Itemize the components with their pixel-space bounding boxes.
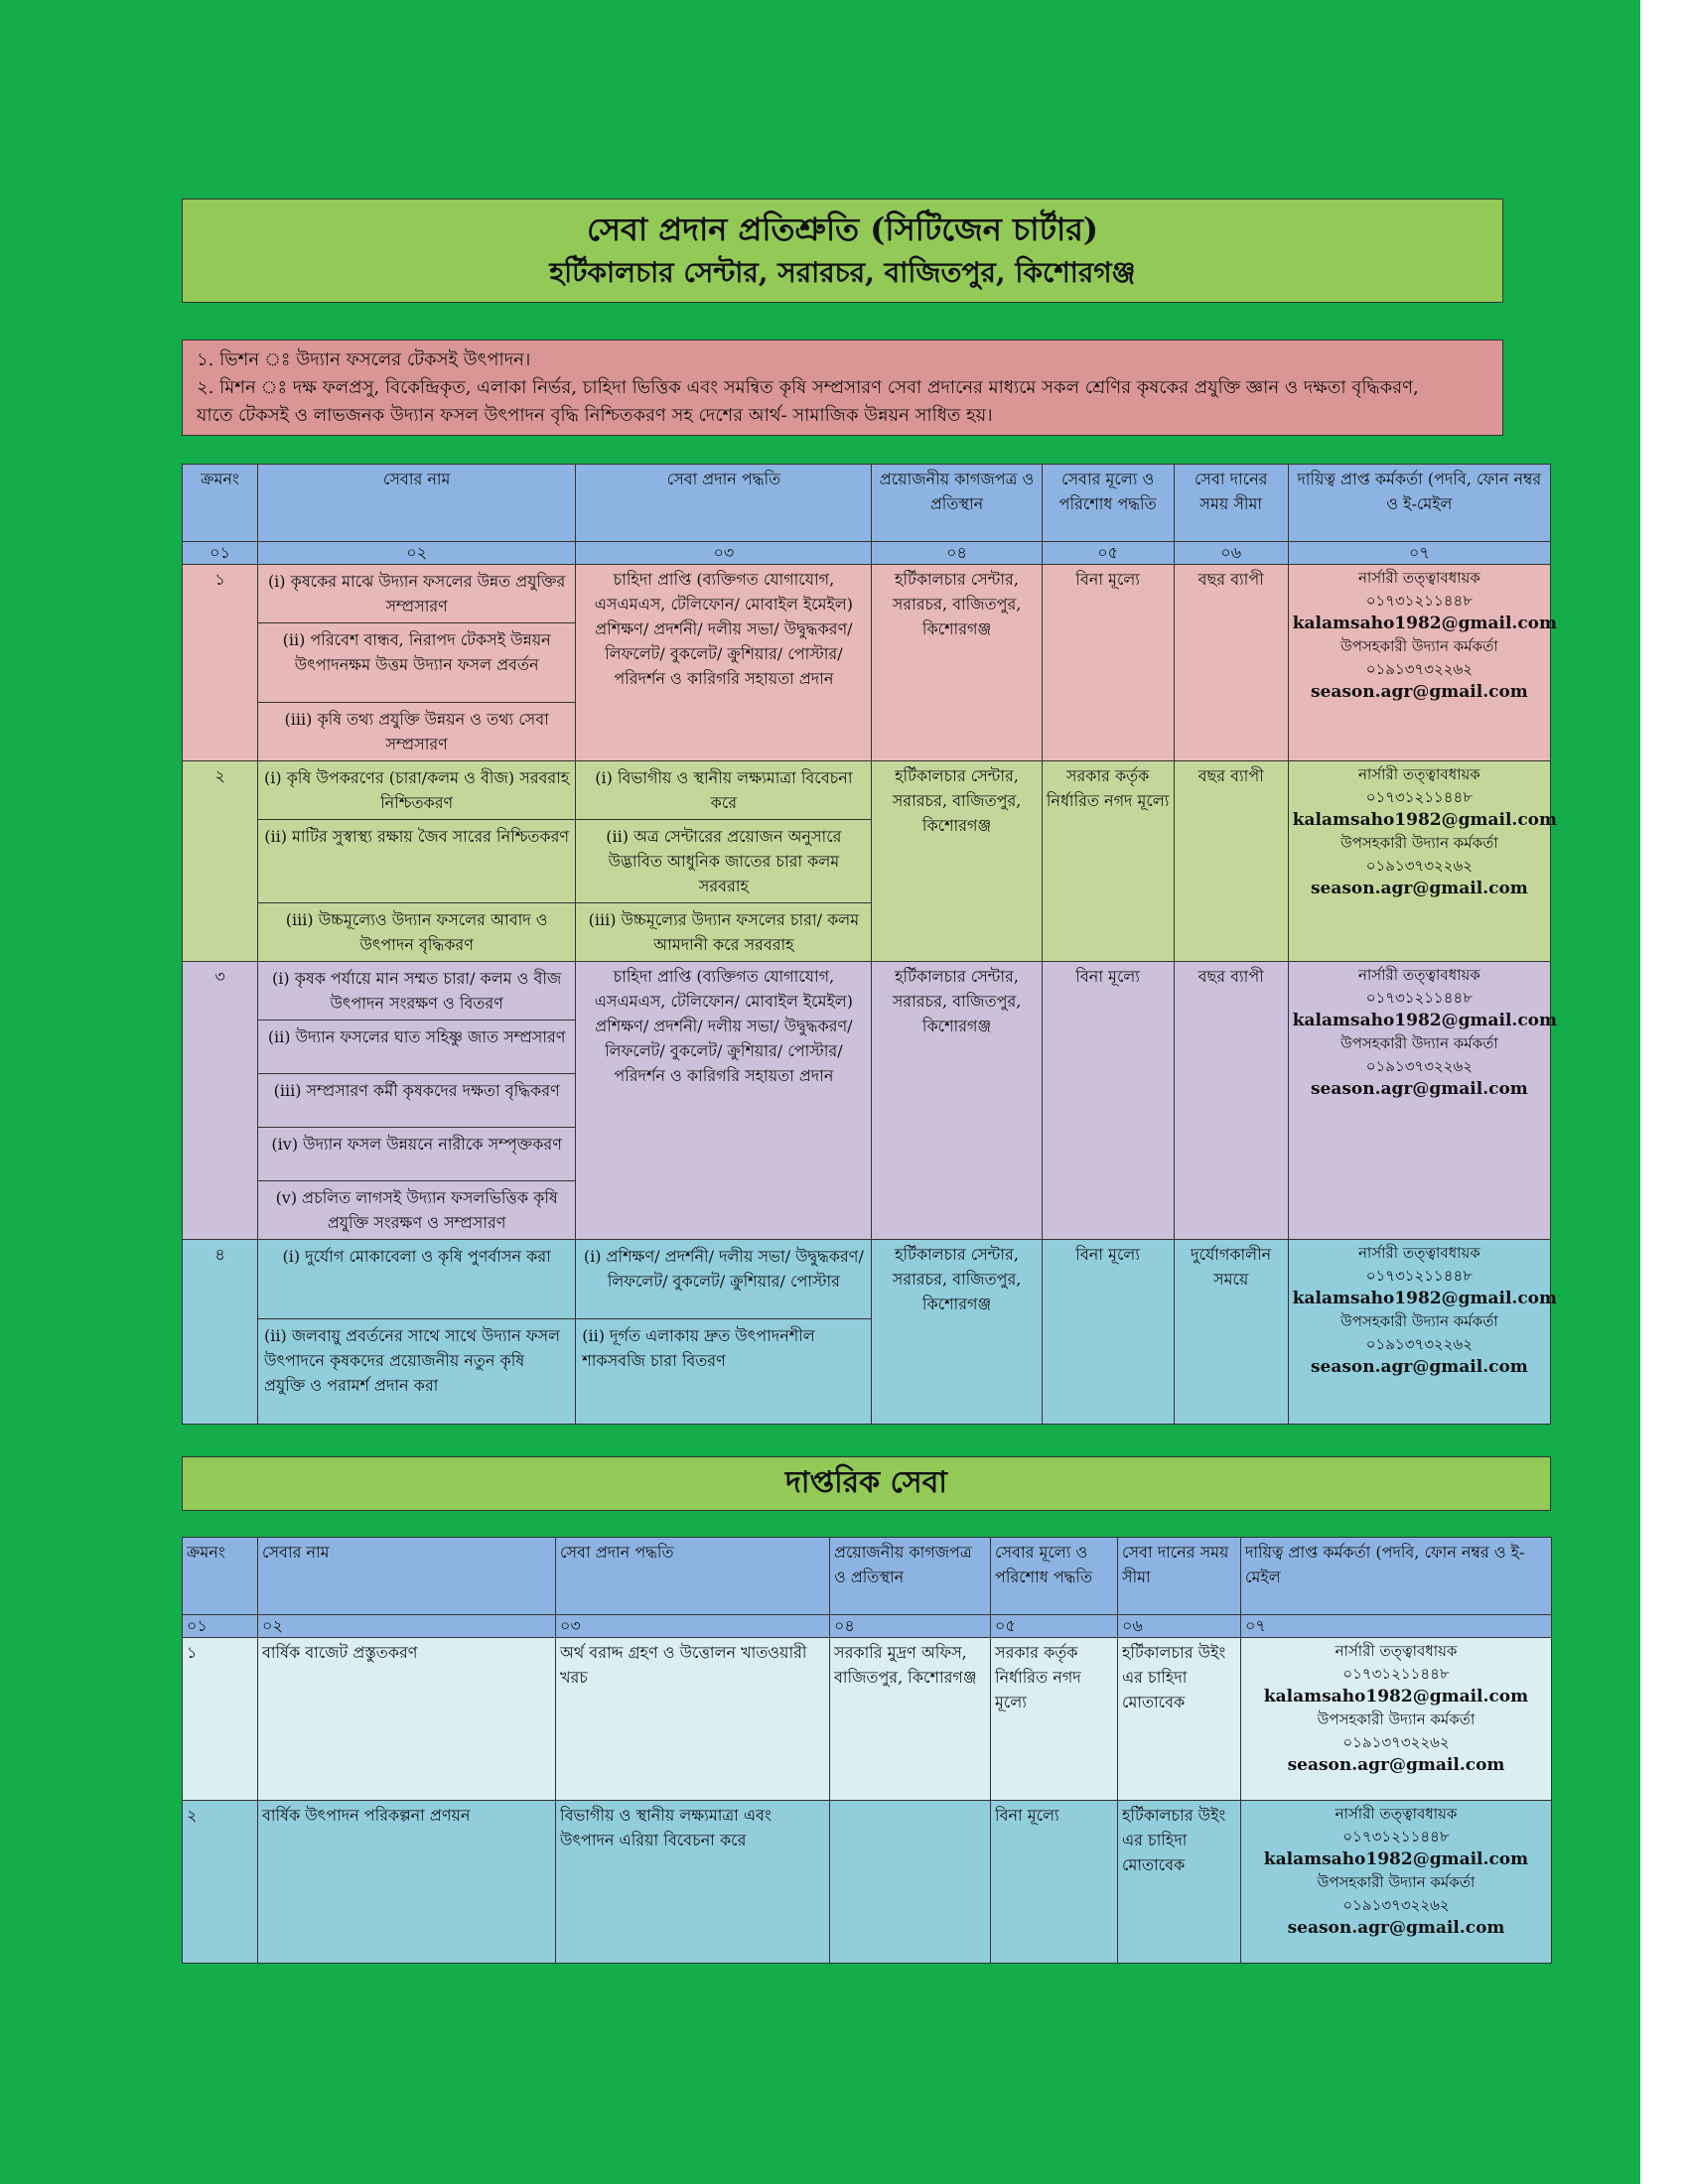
service-name: (ii) পরিবেশ বান্ধব, নিরাপদ টেকসই উন্নয়ন উৎপাদনক্ষম উত্তম উদ্যান ফসল প্রবর্তন [258, 623, 576, 703]
col-number: ০১ [183, 542, 258, 565]
col-number: ০১ [183, 1615, 258, 1638]
service-fee: বিনা মূল্যে [1042, 962, 1174, 1240]
office-service-method: বিভাগীয় ও স্থানীয় লক্ষ্যমাত্রা এবং উৎপাদন এরিয়া বিবেচনা করে [556, 1801, 830, 1964]
officer-title: নার্সারী তত্ত্বাবধায়ক [1335, 1805, 1458, 1823]
table-number-row [183, 542, 1551, 565]
office-service-docs: সরকারি মুদ্রণ অফিস, বাজিতপুর, কিশোরগঞ্জ [830, 1638, 991, 1801]
office-service-table [182, 1537, 1552, 1964]
officer-email: season.agr@gmail.com [1287, 1755, 1505, 1775]
service-name: (iii) কৃষি তথ্য প্রযুক্তি উন্নয়ন ও তথ্য সেবা সম্প্রসারণ [258, 703, 576, 761]
service-time: দুর্যোগকালীন সময়ে [1174, 1240, 1288, 1425]
service-method: (ii) অত্র সেন্টারের প্রয়োজন অনুসারে উদ্ভাবিত আধুনিক জাতের চারা কলম সরবরাহ [576, 820, 872, 903]
officer-phone: ০১৯১৩৭৩২২৬২ [1342, 1733, 1450, 1751]
officer-phone: ০১৭৩১২১১৪৪৮ [1365, 989, 1473, 1007]
table-header-row [183, 1538, 1552, 1615]
service-method: (iii) উচ্চমূল্যের উদ্যান ফসলের চারা/ কলম আমদানী করে সরবরাহ [576, 903, 872, 962]
officer-phone: ০১৯১৩৭৩২২৬২ [1365, 660, 1473, 678]
row-number: ২ [183, 761, 258, 962]
col-number: ০৭ [1288, 542, 1550, 565]
service-method: (i) প্রশিক্ষণ/ প্রদর্শনী/ দলীয় সভা/ উদ্বুদ্ধকরণ/ লিফলেট/ বুকলেট/ ক্রুশিয়ার/ পোস্টার [576, 1240, 872, 1319]
officer-contact [1241, 1801, 1552, 1964]
service-docs: হর্টিকালচার সেন্টার, সরারচর, বাজিতপুর, কিশোরগঞ্জ [872, 1240, 1042, 1425]
office-service-method: অর্থ বরাদ্দ গ্রহণ ও উত্তোলন খাতওয়ারী খরচ [556, 1638, 830, 1801]
vision-mission-box [182, 340, 1503, 436]
office-service-name: বার্ষিক উৎপাদন পরিকল্পনা প্রণয়ন [258, 1801, 556, 1964]
officer-email: kalamsaho1982@gmail.com [1292, 614, 1558, 633]
service-fee: বিনা মূল্যে [1042, 565, 1174, 761]
officer-contact [1241, 1638, 1552, 1801]
service-time: বছর ব্যাপী [1174, 565, 1288, 761]
service-docs: হর্টিকালচার সেন্টার, সরারচর, বাজিতপুর, কিশোরগঞ্জ [872, 962, 1042, 1240]
officer-contact [1288, 565, 1558, 761]
service-name: (i) কৃষি উপকরণের (চারা/কলম ও বীজ) সরবরাহ নিশ্চিতকরণ [258, 761, 576, 820]
table-row [183, 761, 1551, 820]
col-number: ০৫ [991, 1615, 1118, 1638]
col-number: ০২ [258, 1615, 556, 1638]
service-docs: হর্টিকালচার সেন্টার, সরারচর, বাজিতপুর, কিশোরগঞ্জ [872, 761, 1042, 962]
officer-title: উপসহকারী উদ্যান কর্মকর্তা [1340, 637, 1498, 655]
mission-line-cont: যাতে টেকসই ও লাভজনক উদ্যান ফসল উৎপাদন বৃদ্ধি নিশ্চিতকরণ সহ দেশের আর্থ- সামাজিক উন্নয়ন সাধিত হয়। [197, 405, 993, 426]
service-name: (v) প্রচলিত লাগসই উদ্যান ফসলভিত্তিক কৃষি প্রযুক্তি সংরক্ষণ ও সম্প্রসারণ [258, 1181, 576, 1240]
officer-title: উপসহকারী উদ্যান কর্মকর্তা [1340, 834, 1498, 852]
service-method: চাহিদা প্রাপ্তি (ব্যক্তিগত যোগাযোগ, এসএমএস, টেলিফোন/ মোবাইল ইমেইল) প্রশিক্ষণ/ প্রদর্শনী/ দলীয় সভা/ উদ্বুদ্ধকরণ/ লিফলেট/ বুকলেট/ ক্রুশিয়ার/ পোস্টার/ পরিদর্শন ও কারিগরি সহায়তা প্রদান [576, 962, 872, 1240]
officer-phone: ০১৭৩১২১১৪৪৮ [1342, 1665, 1450, 1683]
office-service-fee: বিনা মূল্যে [991, 1801, 1118, 1964]
col-header: প্রয়োজনীয় কাগজপত্র ও প্রতিস্থান [872, 465, 1042, 542]
officer-phone: ০১৭৩১২১১৪৪৮ [1342, 1828, 1450, 1845]
officer-email: kalamsaho1982@gmail.com [1263, 1849, 1529, 1869]
officer-email: kalamsaho1982@gmail.com [1292, 810, 1558, 830]
col-number: ০৬ [1118, 1615, 1241, 1638]
col-header: সেবা প্রদান পদ্ধতি [556, 1538, 830, 1615]
service-name: (i) কৃষকের মাঝে উদ্যান ফসলের উন্নত প্রযুক্তির সম্প্রসারণ [258, 565, 576, 623]
office-section-title: দাপ্তরিক সেবা [182, 1456, 1551, 1511]
vision-line: ১. ভিশন ঃ উদ্যান ফসলের টেকসই উৎপাদন। [197, 349, 531, 370]
service-name: (iii) সম্প্রসারণ কর্মী কৃষকদের দক্ষতা বৃদ্ধিকরণ [258, 1074, 576, 1128]
row-number: ৩ [183, 962, 258, 1240]
officer-phone: ০১৯১৩৭৩২২৬২ [1365, 1335, 1473, 1353]
service-fee: সরকার কর্তৃক নির্ধারিত নগদ মূল্যে [1042, 761, 1174, 962]
col-number: ০৫ [1042, 542, 1174, 565]
col-number: ০৭ [1241, 1615, 1552, 1638]
officer-title: নার্সারী তত্ত্বাবধায়ক [1335, 1642, 1458, 1660]
service-method: চাহিদা প্রাপ্তি (ব্যক্তিগত যোগাযোগ, এসএমএস, টেলিফোন/ মোবাইল ইমেইল) প্রশিক্ষণ/ প্রদর্শনী/ দলীয় সভা/ উদ্বুদ্ধকরণ/ লিফলেট/ বুকলেট/ ক্রুশিয়ার/ পোস্টার/ পরিদর্শন ও কারিগরি সহায়তা প্রদান [576, 565, 872, 761]
officer-title: নার্সারী তত্ত্বাবধায়ক [1357, 966, 1480, 984]
col-header: ক্রমনং [183, 1538, 258, 1615]
service-name: (iii) উচ্চমূল্যেও উদ্যান ফসলের আবাদ ও উৎপাদন বৃদ্ধিকরণ [258, 903, 576, 962]
title-banner [182, 199, 1503, 303]
col-number: ০৬ [1174, 542, 1288, 565]
officer-phone: ০১৯১৩৭৩২২৬২ [1365, 1057, 1473, 1075]
col-number: ০২ [258, 542, 576, 565]
officer-title: উপসহকারী উদ্যান কর্মকর্তা [1340, 1034, 1498, 1052]
col-header: দায়িত্ব প্রাপ্ত কর্মকর্তা (পদবি, ফোন নম্বর ও ই-মেইল [1241, 1538, 1552, 1615]
service-method: (ii) দূর্গত এলাকায় দ্রুত উৎপাদনশীল শাকসবজি চারা বিতরণ [576, 1319, 872, 1425]
officer-email: kalamsaho1982@gmail.com [1292, 1289, 1558, 1308]
officer-title: উপসহকারী উদ্যান কর্মকর্তা [1317, 1873, 1476, 1891]
officer-email: season.agr@gmail.com [1287, 1918, 1505, 1938]
office-service-time: হর্টিকালচার উইং এর চাহিদা মোতাবেক [1118, 1801, 1241, 1964]
mission-line: ২. মিশন ঃ দক্ষ ফলপ্রসু, বিকেন্দ্রিকৃত, এলাকা নির্ভর, চাহিদা ভিত্তিক এবং সমন্বিত কৃষি সম্প্রসারণ সেবা প্রদানের মাধ্যমে সকল শ্রেণির কৃষকের প্রযুক্তি জ্ঞান ও দক্ষতা বৃদ্ধিকরণ, [197, 377, 1419, 398]
table-row [183, 565, 1551, 623]
officer-phone: ০১৭৩১২১১৪৪৮ [1365, 592, 1473, 610]
row-number: ১ [183, 565, 258, 761]
col-number: ০৩ [576, 542, 872, 565]
officer-contact [1288, 962, 1558, 1240]
table-header-row [183, 465, 1551, 542]
officer-title: নার্সারী তত্ত্বাবধায়ক [1357, 569, 1480, 587]
officer-title: উপসহকারী উদ্যান কর্মকর্তা [1317, 1710, 1476, 1728]
officer-contact [1288, 1240, 1558, 1425]
service-name: (ii) মাটির সুস্বাস্থ্য রক্ষায় জৈব সারের নিশ্চিতকরণ [258, 820, 576, 903]
service-time: বছর ব্যাপী [1174, 761, 1288, 962]
officer-title: নার্সারী তত্ত্বাবধায়ক [1357, 1244, 1480, 1262]
table-row [183, 1801, 1552, 1964]
service-table [182, 464, 1558, 1425]
col-header: সেবা দানের সময় সীমা [1118, 1538, 1241, 1615]
office-service-docs [830, 1801, 991, 1964]
row-number: ১ [183, 1638, 258, 1801]
col-header: সেবার নাম [258, 1538, 556, 1615]
officer-contact [1288, 761, 1558, 962]
officer-email: season.agr@gmail.com [1310, 682, 1528, 702]
service-docs: হর্টিকালচার সেন্টার, সরারচর, বাজিতপুর, কিশোরগঞ্জ [872, 565, 1042, 761]
row-number: ৪ [183, 1240, 258, 1425]
col-number: ০৪ [872, 542, 1042, 565]
service-name: (iv) উদ্যান ফসল উন্নয়নে নারীকে সম্পৃক্তকরণ [258, 1128, 576, 1181]
officer-phone: ০১৯১৩৭৩২২৬২ [1342, 1896, 1450, 1914]
col-header: সেবার মূল্যে ও পরিশোধ পদ্ধতি [1042, 465, 1174, 542]
col-number: ০৪ [830, 1615, 991, 1638]
col-header: সেবার মূল্যে ও পরিশোধ পদ্ধতি [991, 1538, 1118, 1615]
col-header: ক্রমনং [183, 465, 258, 542]
service-fee: বিনা মূল্যে [1042, 1240, 1174, 1425]
table-number-row [183, 1615, 1552, 1638]
row-number: ২ [183, 1801, 258, 1964]
officer-phone: ০১৯১৩৭৩২২৬২ [1365, 857, 1473, 875]
page-subtitle: হর্টিকালচার সেন্টার, সরারচর, বাজিতপুর, কিশোরগঞ্জ [549, 256, 1136, 289]
officer-phone: ০১৭৩১২১১৪৪৮ [1365, 788, 1473, 806]
officer-email: season.agr@gmail.com [1310, 879, 1528, 898]
service-time: বছর ব্যাপী [1174, 962, 1288, 1240]
office-service-time: হর্টিকালচার উইং এর চাহিদা মোতাবেক [1118, 1638, 1241, 1801]
service-name: (i) কৃষক পর্যায়ে মান সম্মত চারা/ কলম ও বীজ উৎপাদন সংরক্ষণ ও বিতরণ [258, 962, 576, 1021]
officer-email: season.agr@gmail.com [1310, 1357, 1528, 1377]
col-number: ০৩ [556, 1615, 830, 1638]
service-method: (i) বিভাগীয় ও স্থানীয় লক্ষ্যমাত্রা বিবেচনা করে [576, 761, 872, 820]
officer-email: season.agr@gmail.com [1310, 1079, 1528, 1099]
officer-email: kalamsaho1982@gmail.com [1263, 1687, 1529, 1706]
col-header: দায়িত্ব প্রাপ্ত কর্মকর্তা (পদবি, ফোন নম্বর ও ই-মেইল [1288, 465, 1550, 542]
table-row [183, 1240, 1551, 1319]
table-row [183, 1638, 1552, 1801]
office-service-fee: সরকার কর্তৃক নির্ধারিত নগদ মূল্যে [991, 1638, 1118, 1801]
officer-phone: ০১৭৩১২১১৪৪৮ [1365, 1267, 1473, 1285]
page-title: সেবা প্রদান প্রতিশ্রুতি (সিটিজেন চার্টার) [586, 210, 1099, 248]
office-service-name: বার্ষিক বাজেট প্রস্তুতকরণ [258, 1638, 556, 1801]
service-name: (ii) উদ্যান ফসলের ঘাত সহিষ্ণু জাত সম্প্রসারণ [258, 1021, 576, 1074]
col-header: সেবার নাম [258, 465, 576, 542]
col-header: প্রয়োজনীয় কাগজপত্র ও প্রতিস্থান [830, 1538, 991, 1615]
officer-title: নার্সারী তত্ত্বাবধায়ক [1357, 765, 1480, 783]
service-name: (i) দুর্যোগ মোকাবেলা ও কৃষি পুণর্বাসন করা [258, 1240, 576, 1319]
col-header: সেবা দানের সময় সীমা [1174, 465, 1288, 542]
officer-title: উপসহকারী উদ্যান কর্মকর্তা [1340, 1312, 1498, 1330]
service-name: (ii) জলবায়ু প্রবর্তনের সাথে সাথে উদ্যান ফসল উৎপাদনে কৃষকদের প্রয়োজনীয় নতুন কৃষি প্রযুক্তি ও পরামর্শ প্রদান করা [258, 1319, 576, 1425]
officer-email: kalamsaho1982@gmail.com [1292, 1011, 1558, 1030]
col-header: সেবা প্রদান পদ্ধতি [576, 465, 872, 542]
table-row [183, 962, 1551, 1021]
